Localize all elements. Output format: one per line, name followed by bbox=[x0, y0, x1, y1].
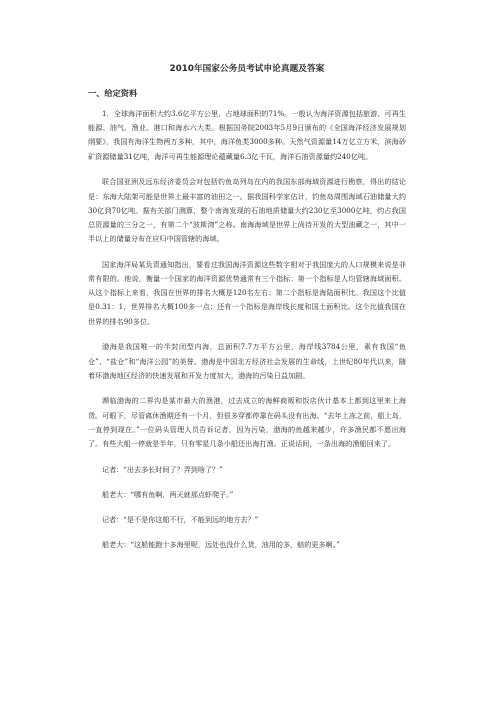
dialogue-line-3: 记者：“是不是你这船不行，不能到远的地方去？” bbox=[102, 515, 259, 525]
paragraph-5: 濒临渤海的二界沟是某市最大的渔港，过去成立的海鲜商贩和饭店伙计基本上都到这里来上海货。可眼下，尽管离休渔期还有一个月，但很多穿都停靠在码头没有出海。“去年上冻之前，船上岛，一直停到现在。”一位码头管理人员告诉记者，因为污染，渤海的鱼越来越少，许多渔民都不愿出海了。有些大船一停就是半年，只有零星几条小船还出海打渔。正说话间，一条出海的渔船回来了。 bbox=[88, 396, 406, 449]
paragraph-1: 1．全球海洋面积大约3.6亿平方公里，占地球面积的71%。一般认为海洋资源包括旅游、可再生能源、油气、渔业、港口和海水六大类。根据国务院2003年5月9日颁布的《全国海洋经济发展规划纲要》，我国有海洋生物两万多种，其中，海洋鱼类3000多种。天然气资源量14万亿立方米，滨海砂矿资源储量31亿吨，海洋可再生能源理论蕴藏量6.3亿千瓦，海洋石油资源量约240亿吨。 bbox=[88, 109, 406, 161]
paragraph-4: 渤海是我国唯一的半封闭型内海，总面积7.7万平方公里，海岸线3784公里，素有我国“鱼仓”、“盐仓”和“海洋公园”的美誉。渤海是中国北方经济社会发展的生命线，上世纪80年代以来，随着环渤海地区经济的快速发展和开发力度加大，渤海的污染日益加剧。 bbox=[88, 342, 406, 380]
paragraph-2: 联合国亚洲及远东经济委员会对包括钓鱼岛列岛在内的我国东部海域资源进行勘察，得出的结论是：东海大陆架可能是世界上最丰富的油田之一。据我国科学家估计，钓鱼岛周围海域石油储量大约30亿到70亿吨。据有关部门测算，整个南海发现的石油地质储量大约230亿至3000亿吨，约占我国总资源量的三分之一，有第二个“波斯湾”之称。南海海域是世界上尚待开发的大型油藏之一，其中一半以上的储量分布在应归中国管辖的海域。 bbox=[88, 177, 406, 244]
dialogue-line-2: 船老大：“哪有鱼啊，两天就那点虾爬子。” bbox=[102, 489, 234, 499]
dialogue-line-4: 船老大：“这船能跑十多海里呢，远处也没什么货，油用的多，赔的更多啊。” bbox=[102, 540, 340, 550]
dialogue-line-1: 记者：“出去多长时间了？弄到啥了？” bbox=[102, 464, 223, 474]
paragraph-3: 国家海洋局某负责通知指出，要看过我国海洋资源这些数字相对于我国庞大的人口规模来说是非常有限的。他说，衡量一个国家的海洋资源优势通常有三个指标：第一个指标是人均管辖海域面积。从这个指标上来看，我国在世界的排名大概是120名左右；第二个指标是海陆面积比。我国这个比值是0.31：1，世界排名大概100多一点；还有一个指标是海岸线长度和国土面积比。这个比值我国在世界的排名90多位。 bbox=[88, 259, 406, 326]
document-title: 2010年国家公务员考试申论真题及答案 bbox=[169, 64, 325, 74]
section-heading: 一、给定资料 bbox=[88, 88, 138, 98]
